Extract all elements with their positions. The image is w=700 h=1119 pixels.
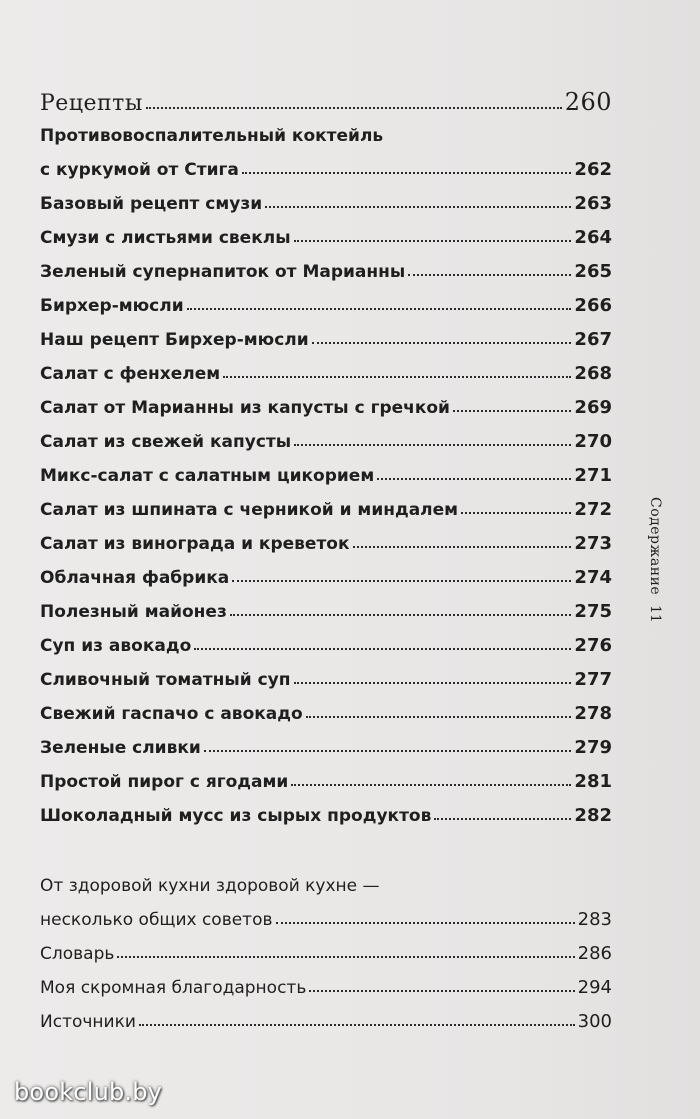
toc-entry-page: 271 <box>574 465 612 486</box>
dot-leader <box>187 308 572 310</box>
dot-leader <box>139 1024 575 1026</box>
toc-entry-page: 281 <box>574 771 612 792</box>
toc-entry-page: 267 <box>574 329 612 350</box>
toc-entry-title: Полезный майонез <box>40 602 227 622</box>
toc-entry-page: 268 <box>574 363 612 384</box>
toc-entry-title: Салат из свежей капусты <box>40 432 292 452</box>
toc-section-recipes[interactable] <box>40 80 612 116</box>
toc-entry-title: несколько общих советов <box>40 910 273 930</box>
dot-leader <box>453 410 571 412</box>
dot-leader <box>306 716 572 718</box>
toc-section-title: Рецепты <box>40 91 143 116</box>
toc-entry-title: Источники <box>40 1012 136 1032</box>
dot-leader <box>294 444 571 446</box>
dot-leader <box>265 206 571 208</box>
toc-entry-page: 274 <box>574 567 612 588</box>
toc-entry-title: Зеленые сливки <box>40 738 201 758</box>
dot-leader <box>194 648 571 650</box>
toc-entry-13[interactable] <box>40 588 612 622</box>
dot-leader <box>117 956 574 958</box>
toc-entry-17[interactable] <box>40 724 612 758</box>
toc-entry-page: 273 <box>574 533 612 554</box>
dot-leader <box>408 274 571 276</box>
toc-entry-page: 272 <box>574 499 612 520</box>
toc-entry-page: 282 <box>574 805 612 826</box>
toc-entry-18[interactable] <box>40 758 612 792</box>
toc-entry-8[interactable] <box>40 418 612 452</box>
toc-entry-title: с куркумой от Стига <box>40 160 239 180</box>
toc-entry-title: Облачная фабрика <box>40 568 230 588</box>
toc-entry-16[interactable] <box>40 690 612 724</box>
running-header-label: Содержание <box>647 497 663 596</box>
toc-entry-11[interactable] <box>40 520 612 554</box>
toc-misc-3[interactable] <box>40 998 612 1032</box>
section-spacer <box>40 826 612 864</box>
toc-entry-page: 286 <box>577 943 612 964</box>
toc-entry-12[interactable] <box>40 554 612 588</box>
dot-leader <box>294 682 572 684</box>
toc-entry-3[interactable] <box>40 248 612 282</box>
toc-entry-19[interactable] <box>40 792 612 826</box>
dot-leader <box>276 922 575 924</box>
dot-leader <box>353 546 572 548</box>
dot-leader <box>291 784 571 786</box>
toc-entry-title: Шоколадный мусс из сырых продуктов <box>40 806 432 826</box>
toc-entry-page: 283 <box>577 909 612 930</box>
toc-entry-title: Салат из шпината с черникой и миндалем <box>40 500 459 520</box>
toc-entry-10[interactable] <box>40 486 612 520</box>
toc-section-page: 260 <box>564 88 612 116</box>
toc-entry-title: Смузи с листьями свеклы <box>40 228 291 248</box>
toc-entry-title: Салат из винограда и креветок <box>40 534 350 554</box>
toc-entry-page: 263 <box>574 193 612 214</box>
toc-entry-1[interactable] <box>40 180 612 214</box>
toc-entry-page: 270 <box>574 431 612 452</box>
toc-entry-5[interactable] <box>40 316 612 350</box>
table-of-contents <box>40 80 612 1032</box>
running-header <box>640 497 670 657</box>
toc-entry-4[interactable] <box>40 282 612 316</box>
dot-leader <box>230 614 572 616</box>
toc-entry-page: 277 <box>574 669 612 690</box>
watermark-logo: bookclub.by <box>14 1078 163 1106</box>
toc-entry-9[interactable] <box>40 452 612 486</box>
dot-leader <box>377 478 571 480</box>
toc-entry-title: Свежий гаспачо с авокадо <box>40 704 303 724</box>
dot-leader <box>223 376 571 378</box>
toc-misc-1[interactable] <box>40 930 612 964</box>
toc-entry-page: 276 <box>574 635 612 656</box>
dot-leader <box>312 342 572 344</box>
dot-leader <box>309 990 574 992</box>
toc-entry-page: 269 <box>574 397 612 418</box>
toc-entry-title-line1: Противовоспалительный коктейль <box>40 126 384 146</box>
toc-entry-title: Бирхер-мюсли <box>40 296 184 316</box>
dot-leader <box>242 172 572 174</box>
toc-entry-page: 275 <box>574 601 612 622</box>
toc-entry-page: 278 <box>574 703 612 724</box>
dot-leader <box>294 240 572 242</box>
toc-entry-14[interactable] <box>40 622 612 656</box>
toc-misc-2[interactable] <box>40 964 612 998</box>
toc-entry-page: 279 <box>574 737 612 758</box>
toc-entry-title: Салат с фенхелем <box>40 364 221 384</box>
toc-entry-0[interactable] <box>40 116 612 180</box>
toc-entry-page: 262 <box>574 159 612 180</box>
toc-entry-2[interactable] <box>40 214 612 248</box>
toc-entry-15[interactable] <box>40 656 612 690</box>
dot-leader <box>204 750 572 752</box>
toc-entry-page: 264 <box>574 227 612 248</box>
toc-entry-title: Словарь <box>40 944 115 964</box>
toc-entry-title: Базовый рецепт смузи <box>40 194 263 214</box>
toc-entry-title-line1: От здоровой кухни здоровой кухне — <box>40 876 380 896</box>
dot-leader <box>434 818 571 820</box>
toc-entry-title: Салат от Марианны из капусты с гречкой <box>40 398 450 418</box>
toc-entry-title: Простой пирог с ягодами <box>40 772 289 792</box>
toc-entry-page: 300 <box>577 1011 612 1032</box>
toc-entry-title: Моя скромная благодарность <box>40 978 307 998</box>
dot-leader <box>232 580 571 582</box>
toc-entry-title: Сливочный томатный суп <box>40 670 291 690</box>
toc-entry-page: 294 <box>577 977 612 998</box>
toc-entry-page: 265 <box>574 261 612 282</box>
toc-entry-title: Суп из авокадо <box>40 636 192 656</box>
toc-entry-title: Микс-салат с салатным цикорием <box>40 466 375 486</box>
toc-entry-7[interactable] <box>40 384 612 418</box>
toc-entry-page: 266 <box>574 295 612 316</box>
page-number: 11 <box>647 605 663 624</box>
toc-entry-title: Наш рецепт Бирхер-мюсли <box>40 330 309 350</box>
dot-leader <box>461 512 571 514</box>
toc-entry-title: Зеленый супернапиток от Марианны <box>40 262 406 282</box>
toc-misc-0[interactable] <box>40 864 612 930</box>
dot-leader <box>146 107 562 109</box>
toc-entry-6[interactable] <box>40 350 612 384</box>
